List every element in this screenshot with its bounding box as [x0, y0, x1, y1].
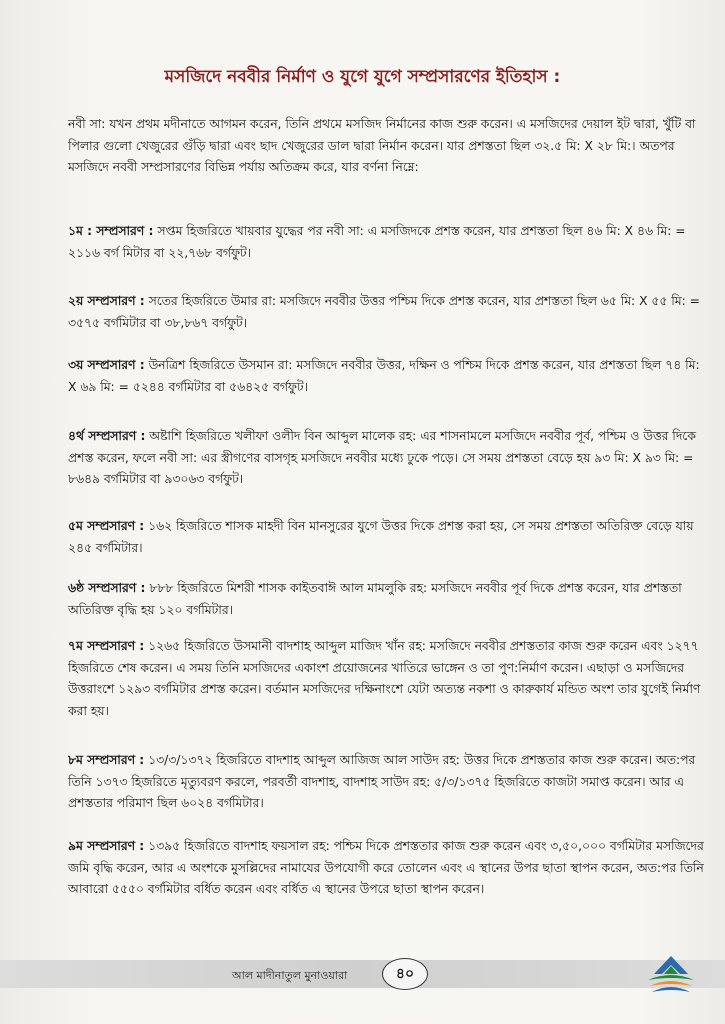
- expansion-section-9: [68, 836, 710, 901]
- section-text: অষ্টাশি হিজরিতে খলীফা ওলীদ বিন আব্দুল মালেক রহ: এর শাসনামলে মসজিদে নববীর পূর্ব, পশ্চিম ও উত্তর দিকে প্রশস্ত করেন, ফলে নবী সা: এর স্ত্রীগণের বাসগৃহ মসজিদে নববীর মধ্যে ঢুকে পড়ে। সে সময় প্রশস্ততা বেড়ে হয় ৯৩ মি: X ৯৩ মি: = ৮৬৪৯ বর্গমিটার বা ৯৩০৬৩ বর্গফুট।: [68, 429, 696, 486]
- expansion-section-8: [68, 750, 710, 815]
- section-label: ৪র্থ সম্প্রসারণ :: [68, 429, 146, 443]
- section-label: ১ম : সম্প্রসারণ :: [68, 224, 154, 238]
- section-label: ৬ষ্ঠ সম্প্রসারণ :: [68, 581, 146, 595]
- expansion-section-4: [68, 426, 710, 491]
- footer-book-title: আল মাদীনাতুল মুনাওয়ারা: [232, 969, 348, 982]
- section-text: ১৩৯৫ হিজরিতে বাদশাহ ফয়সাল রহ: পশ্চিম দিকে প্রশস্ততার কাজ শুরু করেন এবং ৩,৫০,০০০ বর্গমিটার মসজিদের জমি বৃদ্ধি করেন, আর এ অংশকে মুসল্লিদের নামাযের উপযোগী করে তোলেন এবং এ স্থানের উপর ছাতা স্থাপন করেন, অত:পর তিনি আবারো ৫৫৫০ বর্গমিটার বর্ধিত করেন এবং বর্ধিত এ স্থানের উপরে ছাতা স্থাপন করেন।: [68, 839, 704, 896]
- publisher-logo-icon: [642, 952, 700, 996]
- expansion-section-5: [68, 516, 710, 559]
- section-label: ৭ম সম্প্রসারণ :: [68, 639, 145, 653]
- section-text: ১২৬৫ হিজরিতে উসমানী বাদশাহ আব্দুল মাজিদ খাঁন রহ: মসজিদে নববীর প্রশস্ততার কাজ শুরু করেন এবং ১২৭৭ হিজরিতে শেষ করেন। এ সময় তিনি মসজিদের একাংশ প্রয়োজনের খাতিরে ভাঙ্গেন ও তা পুণ:নির্মাণ করেন। এছাড়া ও মসজিদের উত্তরাংশে ১২৯৩ বর্গমিটার প্রশস্ত করেন। বর্তমান মসজিদের দক্ষিনাংশে যেটা অত্যন্ত নকশা ও কারুকার্য মন্ডিত অংশ তার যুগেই নির্মাণ করা হয়।: [68, 639, 701, 718]
- section-text: সতের হিজরিতে উমার রা: মসজিদে নববীর উত্তর পশ্চিম দিকে প্রশস্ত করেন, যার প্রশস্ততা ছিল ৬৫ মি: X ৫৫ মি: = ৩৫৭৫ বর্গমিটার বা ৩৮,৮৬৭ বর্গফুট।: [68, 294, 700, 330]
- expansion-section-7: [68, 636, 710, 722]
- section-text: ৮৮৮ হিজরিতে মিশরী শাসক কাইতবাঈ আল মামলুকি রহ: মসজিদে নববীর পূর্ব দিকে প্রশস্ত করেন, যার প্রশস্ততা অতিরিক্ত বৃদ্ধি হয় ১২০ বর্গমিটার।: [68, 581, 682, 617]
- page-title: মসজিদে নববীর নির্মাণ ও যুগে যুগে সম্প্রসারণের ইতিহাস :: [164, 67, 561, 87]
- section-text: ১৬২ হিজরিতে শাসক মাহদী বিন মানসুরের যুগে উত্তর দিকে প্রশস্ত করা হয়, সে সময় প্রশস্ততা অতিরিক্ত বেড়ে যায় ২৪৫ বর্গমিটার।: [68, 519, 694, 555]
- expansion-section-3: [68, 355, 710, 398]
- section-label: ৮ম সম্প্রসারণ :: [68, 753, 145, 767]
- expansion-section-2: [68, 291, 710, 334]
- intro-paragraph: নবী সা: যখন প্রথম মদীনাতে আগমন করেন, তিনি প্রথমে মসজিদ নির্মানের কাজ শুরু করেন। এ মসজিদের দেয়াল ইট দ্বারা, খুঁটি বা পিলার গুলো খেজুরের গুঁড়ি দ্বারা এবং ছাদ খেজুরের ডাল দ্বারা নির্মান করেন। যার প্রশস্ততা ছিল ৩২.৫ মি: X ২৮ মি:। অতপর মসজিদে নববী সম্প্রসারণের বিভিন্ন পর্যায় অতিক্রম করে, যার বর্ণনা নিম্নে:: [68, 117, 696, 174]
- section-text: ১৩/৩/১৩৭২ হিজরিতে বাদশাহ আব্দুল আজিজ আল সাউদ রহ: উত্তর দিকে প্রশস্ততার কাজ শুরু করেন। অত:পর তিনি ১৩৭৩ হিজরিতে মৃত্যুবরণ করলে, পরবর্তী বাদশাহ, বাদশাহ সাউদ রহ: ৫/৩/১৩৭৫ হিজরিতে কাজটা সমাপ্ত করেন। আর এ প্রশস্ততার পরিমাণ ছিল ৬০২৪ বর্গমিটার।: [68, 753, 696, 810]
- page-number: ৪০: [382, 958, 428, 990]
- footer-bar: [0, 960, 725, 988]
- section-text: উনত্রিশ হিজরিতে উসমান রা: মসজিদে নববীর উত্তর, দক্ষিন ও পশ্চিম দিকে প্রশস্ত করেন, যার প্রশস্ততা ছিল ৭৪ মি: X ৬৯ মি: = ৫২৪৪ বর্গমিটার বা ৫৬৪২৫ বর্গফুট।: [68, 358, 700, 394]
- section-label: ৯ম সম্প্রসারণ :: [68, 839, 145, 853]
- section-text: সপ্তম হিজরিতে খায়বার যুদ্ধের পর নবী সা: এ মসজিদকে প্রশস্ত করেন, যার প্রশস্ততা ছিল ৪৬ মি: X ৪৬ মি: = ২১১৬ বর্গ মিটার বা ২২,৭৬৮ বর্গফুট।: [68, 224, 686, 260]
- section-label: ২য় সম্প্রসারণ :: [68, 294, 145, 308]
- expansion-section-6: [68, 578, 710, 621]
- expansion-section-1: [68, 221, 710, 264]
- section-label: ৫ম সম্প্রসারণ :: [68, 519, 145, 533]
- section-label: ৩য় সম্প্রসারণ :: [68, 358, 145, 372]
